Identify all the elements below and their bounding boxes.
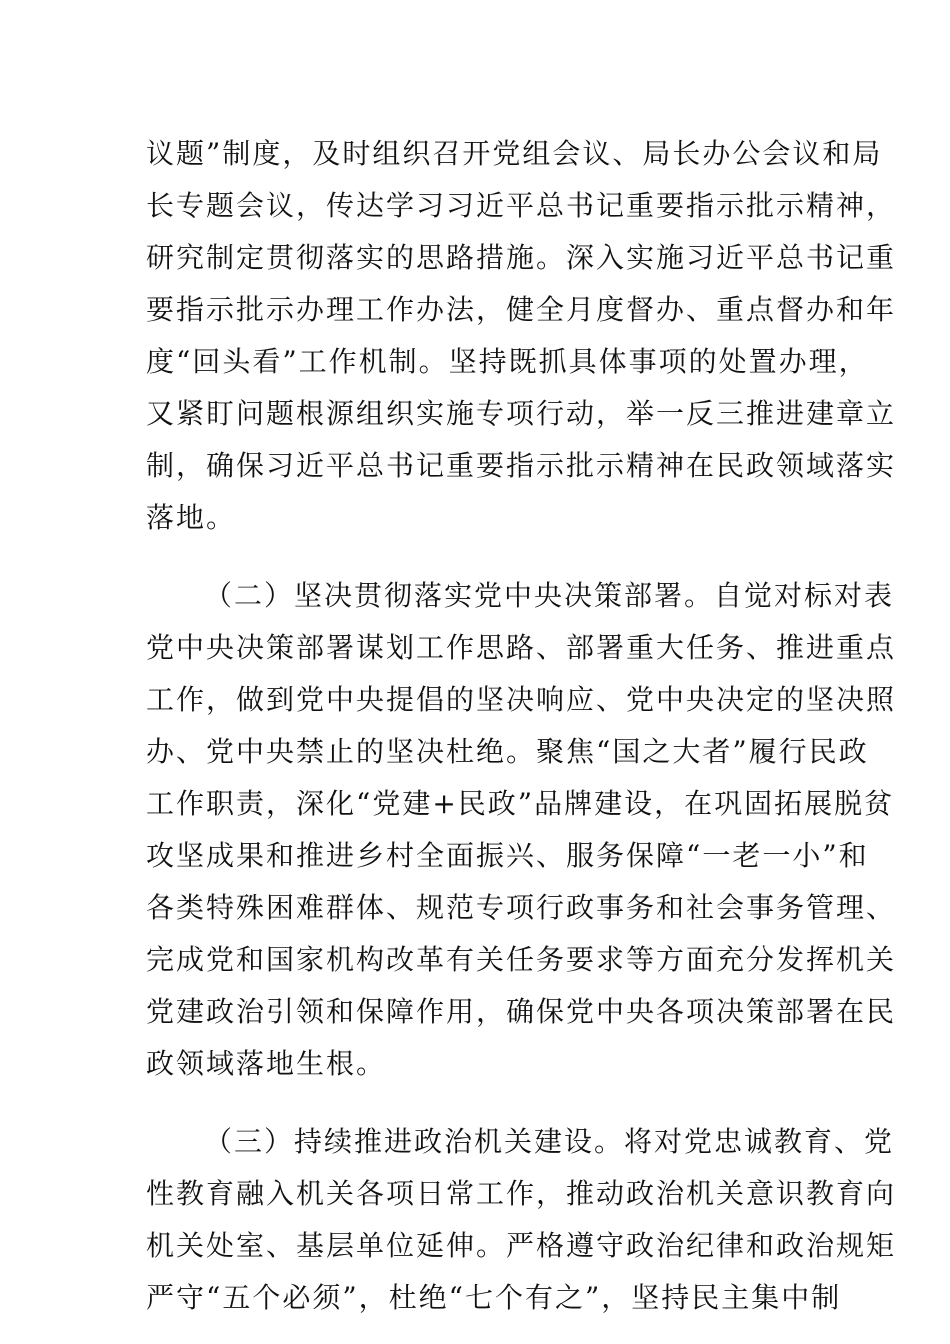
section-heading-line: （二）坚决贯彻落实党中央决策部署。自觉对标对表 [204, 579, 895, 612]
text-line: 又紧盯问题根源组织实施专项行动，举一反三推进建章立 [146, 397, 897, 430]
text-line: 长专题会议，传达学习习近平总书记重要指示批示精神， [146, 189, 897, 222]
paragraph-section-2 [146, 570, 897, 1090]
paragraph-spacer [146, 544, 806, 570]
text-line: 制，确保习近平总书记重要指示批示精神在民政领域落实 [146, 449, 897, 482]
text-line: 攻坚成果和推进乡村全面振兴、服务保障“一老一小”和 [146, 839, 869, 872]
paragraph-spacer [146, 1090, 806, 1116]
text-line: 办、党中央禁止的坚决杜绝。聚焦“国之大者”履行民政 [146, 735, 869, 768]
paragraph-continued [146, 128, 897, 544]
text-line: 机关处室、基层单位延伸。严格遵守政治纪律和政治规矩 [146, 1229, 897, 1262]
section-heading-line: （三）持续推进政治机关建设。将对党忠诚教育、党 [204, 1125, 895, 1158]
text-line: 政领域落地生根。 [146, 1047, 387, 1080]
text-line: 党中央决策部署谋划工作思路、部署重大任务、推进重点 [146, 631, 897, 664]
text-line: 议题”制度，及时组织召开党组会议、局长办公会议和局 [146, 137, 883, 170]
text-line: 度“回头看”工作机制。坚持既抓具体事项的处置办理， [146, 345, 869, 378]
text-line: 研究制定贯彻落实的思路措施。深入实施习近平总书记重 [146, 241, 897, 274]
text-line: 各类特殊困难群体、规范专项行政事务和社会事务管理、 [146, 891, 897, 924]
paragraph-section-3 [146, 1116, 897, 1324]
text-line: 工作，做到党中央提倡的坚决响应、党中央决定的坚决照 [146, 683, 897, 716]
text-line: 落地。 [146, 501, 237, 534]
text-line: 要指示批示办理工作办法，健全月度督办、重点督办和年 [146, 293, 897, 326]
text-line: 完成党和国家机构改革有关任务要求等方面充分发挥机关 [146, 943, 897, 976]
text-line: 工作职责，深化“党建+民政”品牌建设，在巩固拓展脱贫 [146, 787, 895, 820]
document-body [146, 128, 897, 1324]
text-line: 严守“五个必须”，杜绝“七个有之”，坚持民主集中制 [146, 1281, 842, 1314]
text-line: 党建政治引领和保障作用，确保党中央各项决策部署在民 [146, 995, 897, 1028]
text-line: 性教育融入机关各项日常工作，推动政治机关意识教育向 [146, 1177, 897, 1210]
